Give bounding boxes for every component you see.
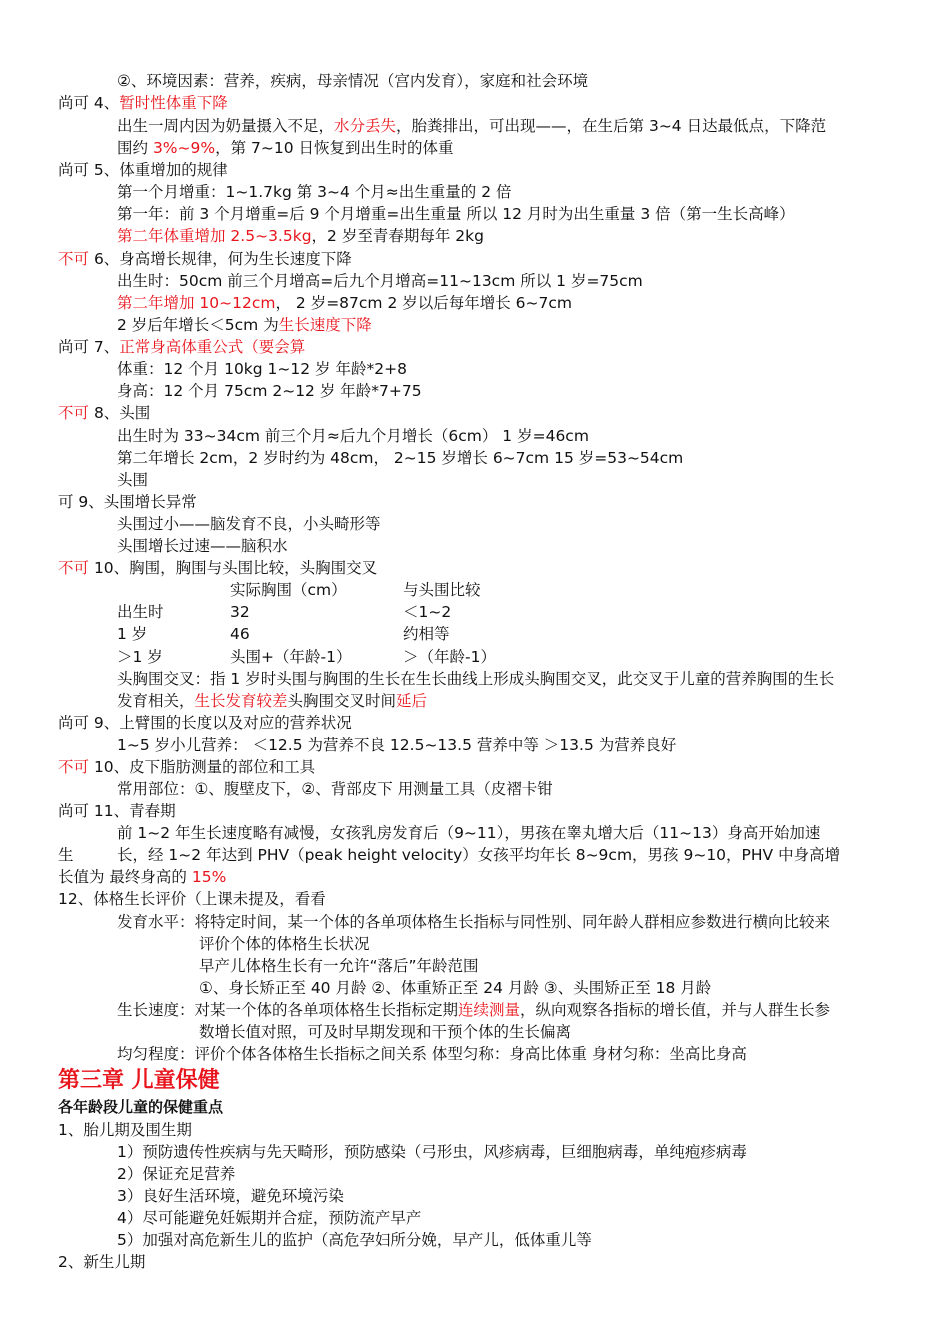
text-segment: 均匀程度：评价个体各体格生长指标之间关系 体型匀称：身高比体重 身材匀称：坐高比身高 xyxy=(117,1045,747,1063)
highlight-text: 不可 xyxy=(58,559,90,577)
text-segment: ，纵向观察各指标的增长值，并与人群生长参 xyxy=(520,1001,831,1019)
text-line xyxy=(117,425,589,447)
text-segment: 32 xyxy=(230,603,250,621)
chapter-title: 第三章 儿童保健 xyxy=(58,1068,220,1093)
text-line xyxy=(117,623,147,645)
text-line xyxy=(117,1141,747,1163)
text-line xyxy=(230,623,250,645)
text-line xyxy=(199,1021,571,1043)
text-segment: 2）保证充足营养 xyxy=(117,1165,236,1183)
highlight-text: 水分丢失 xyxy=(334,117,397,135)
text-segment: 头胸围交叉时间 xyxy=(287,692,397,710)
text-segment: 身高：12 个月 75cm 2~12 岁 年龄*7+75 xyxy=(117,382,422,400)
text-segment: 实际胸围（cm） xyxy=(230,581,347,599)
highlight-text: 第二年体重增加 2.5~3.5kg xyxy=(117,227,312,245)
text-line xyxy=(117,690,427,712)
text-segment: ②、环境因素：营养，疾病，母亲情况（宫内发育），家庭和社会环境 xyxy=(117,72,589,90)
text-line xyxy=(58,248,352,270)
text-line xyxy=(58,1251,145,1273)
text-line xyxy=(58,866,226,888)
text-segment: 10、胸围，胸围与头围比较，头胸围交叉 xyxy=(89,559,378,577)
text-line xyxy=(58,159,228,181)
text-segment: 头围增长过速——脑积水 xyxy=(117,537,288,555)
text-segment: 1、胎儿期及围生期 xyxy=(58,1121,192,1139)
text-line xyxy=(58,712,352,734)
text-line xyxy=(117,646,163,668)
text-segment: 出生一周内因为奶量摄入不足， xyxy=(117,117,335,135)
text-segment: ，2 岁至青春期每年 2kg xyxy=(311,227,484,245)
text-line xyxy=(403,623,450,645)
text-segment: 10、皮下脂肪测量的部位和工具 xyxy=(89,758,316,776)
text-segment: 尚可 7、 xyxy=(58,338,120,356)
text-line xyxy=(117,447,683,469)
text-line xyxy=(117,1229,592,1251)
text-line xyxy=(117,999,830,1021)
text-line xyxy=(117,380,422,402)
text-segment: 2、新生儿期 xyxy=(58,1253,146,1271)
text-segment: 12、体格生长评价（上课未提及，看看 xyxy=(58,890,326,908)
text-segment: 尚可 9、上臂围的长度以及对应的营养状况 xyxy=(58,714,352,732)
highlight-text: 生长速度下降 xyxy=(278,316,372,334)
text-line xyxy=(117,734,676,756)
text-segment: 4）尽可能避免妊娠期并合症，预防流产早产 xyxy=(117,1209,422,1227)
text-line xyxy=(403,601,451,623)
text-segment: 数增长值对照，可及时早期发现和干预个体的生长偏离 xyxy=(199,1023,572,1041)
text-segment: 46 xyxy=(230,625,250,643)
text-line xyxy=(117,1163,235,1185)
text-line xyxy=(117,358,407,380)
text-segment: 头围过小——脑发育不良，小头畸形等 xyxy=(117,515,381,533)
text-segment: 评价个体的体格生长状况 xyxy=(199,935,370,953)
text-segment: 头围+（年龄-1） xyxy=(230,648,352,666)
text-line xyxy=(230,601,250,623)
text-line xyxy=(117,292,572,314)
text-line xyxy=(117,778,553,800)
text-line xyxy=(58,402,150,424)
text-line xyxy=(58,888,326,910)
text-line xyxy=(230,646,351,668)
highlight-text: 15% xyxy=(191,868,227,886)
text-line xyxy=(117,1185,344,1207)
text-segment: 生长速度：对某一个体的各单项体格生长指标定期 xyxy=(117,1001,459,1019)
text-line xyxy=(117,70,588,92)
highlight-text: 连续测量 xyxy=(458,1001,521,1019)
text-line xyxy=(117,911,830,933)
text-segment: ＞（年龄-1） xyxy=(403,648,496,666)
text-segment: 体重：12 个月 10kg 1~12 岁 年龄*2+8 xyxy=(117,360,407,378)
text-segment: 第二年增长 2cm，2 岁时约为 48cm， 2~15 岁增长 6~7cm 15 岁=53~54cm xyxy=(117,449,684,467)
text-line xyxy=(403,646,496,668)
text-segment: 长，经 1~2 年达到 PHV（peak height velocity）女孩平均年长 8~9cm，男孩 9~10，PHV 中身高增 xyxy=(117,846,841,864)
text-line xyxy=(117,822,820,844)
text-segment: 尚可 5、体重增加的规律 xyxy=(58,161,228,179)
highlight-text: 正常身高体重公式（要会算 xyxy=(119,338,306,356)
text-segment: 5）加强对高危新生儿的监护（高危孕妇所分娩，早产儿，低体重儿等 xyxy=(117,1231,592,1249)
highlight-text: 3%~9% xyxy=(152,139,216,157)
text-segment: ， 2 岁=87cm 2 岁以后每年增长 6~7cm xyxy=(275,294,573,312)
text-segment: 发育相关， xyxy=(117,692,195,710)
text-line xyxy=(117,513,381,535)
text-line xyxy=(58,1119,192,1141)
text-line xyxy=(117,469,148,491)
highlight-text: 不可 xyxy=(58,758,90,776)
text-line xyxy=(117,181,512,203)
text-line xyxy=(58,800,176,822)
text-line xyxy=(230,579,347,601)
highlight-text: 不可 xyxy=(58,250,90,268)
text-segment: ①、身长矫正至 40 月龄 ②、体重矫正至 24 月龄 ③、头围矫正至 18 月龄 xyxy=(199,979,712,997)
text-line xyxy=(58,557,377,579)
text-line xyxy=(58,92,228,114)
text-segment: 3）良好生活环境，避免环境污染 xyxy=(117,1187,344,1205)
text-segment: 头围 xyxy=(117,471,149,489)
text-segment: 可 9、头围增长异常 xyxy=(58,493,197,511)
text-line xyxy=(117,535,288,557)
text-segment: 出生时 xyxy=(117,603,164,621)
text-segment: 前 1~2 年生长速度略有减慢，女孩乳房发育后（9~11），男孩在睾丸增大后（11~13）身高开始加速 xyxy=(117,824,821,842)
highlight-text: 生长发育较差 xyxy=(194,692,288,710)
text-segment: ＜1~2 xyxy=(403,603,452,621)
text-line xyxy=(117,668,834,690)
text-line xyxy=(117,844,840,866)
text-segment: 长值为 最终身高的 xyxy=(58,868,192,886)
text-line xyxy=(117,225,484,247)
text-line xyxy=(403,579,481,601)
text-segment: 1 岁 xyxy=(117,625,148,643)
text-segment: 尚可 11、青春期 xyxy=(58,802,176,820)
text-line xyxy=(117,270,643,292)
text-line xyxy=(58,491,197,513)
text-line xyxy=(117,1207,421,1229)
text-segment: 2 岁后年增长＜5cm 为 xyxy=(117,316,279,334)
text-line xyxy=(58,336,305,358)
text-segment: 围约 xyxy=(117,139,153,157)
section-title: 各年龄段儿童的保健重点 xyxy=(58,1098,224,1116)
text-line xyxy=(117,115,826,137)
text-line xyxy=(117,203,795,225)
text-segment: 约相等 xyxy=(403,625,450,643)
text-segment: 常用部位：①、腹壁皮下，②、背部皮下 用测量工具（皮褶卡钳 xyxy=(117,780,553,798)
text-line xyxy=(199,977,711,999)
highlight-text: 第二年增加 10~12cm xyxy=(117,294,276,312)
text-segment: 第一年：前 3 个月增重=后 9 个月增重=出生重量 所以 12 月时为出生重量 3 倍（第一生长高峰） xyxy=(117,205,795,223)
text-segment: 头胸围交叉：指 1 岁时头围与胸围的生长在生长曲线上形成头胸围交叉，此交叉于儿童的营养胸围的生长 xyxy=(117,670,835,688)
text-line xyxy=(117,601,164,623)
text-segment: 出生时：50cm 前三个月增高=后九个月增高=11~13cm 所以 1 岁=75cm xyxy=(117,272,643,290)
text-line xyxy=(58,844,74,866)
text-segment: ，胎粪排出，可出现——，在生后第 3~4 日达最低点，下降范 xyxy=(396,117,827,135)
highlight-text: 延后 xyxy=(396,692,428,710)
highlight-text: 不可 xyxy=(58,404,90,422)
text-line xyxy=(117,314,372,336)
text-line xyxy=(117,1043,747,1065)
text-segment: 出生时为 33~34cm 前三个月≈后九个月增长（6cm） 1 岁=46cm xyxy=(117,427,589,445)
text-segment: 与头围比较 xyxy=(403,581,481,599)
text-line xyxy=(199,933,370,955)
text-segment: 尚可 4、 xyxy=(58,94,120,112)
text-segment: 生 xyxy=(58,846,74,864)
text-segment: 第一个月增重：1~1.7kg 第 3~4 个月≈出生重量的 2 倍 xyxy=(117,183,512,201)
text-segment: ，第 7~10 日恢复到出生时的体重 xyxy=(215,139,454,157)
text-segment: 1~5 岁小儿营养： ＜12.5 为营养不良 12.5~13.5 营养中等 ＞13.5 为营养良好 xyxy=(117,736,677,754)
highlight-text: 暂时性体重下降 xyxy=(119,94,228,112)
text-segment: 1）预防遗传性疾病与先天畸形，预防感染（弓形虫，风疹病毒，巨细胞病毒，单纯疱疹病毒 xyxy=(117,1143,747,1161)
text-line xyxy=(117,137,454,159)
text-line xyxy=(58,756,315,778)
text-line xyxy=(199,955,479,977)
text-segment: 6、身高增长规律，何为生长速度下降 xyxy=(89,250,352,268)
text-segment: 早产儿体格生长有一允许“落后”年龄范围 xyxy=(199,957,479,975)
text-segment: 8、头围 xyxy=(89,404,151,422)
text-segment: 发育水平：将特定时间，某一个体的各单项体格生长指标与同性别、同年龄人群相应参数进行横向比较来 xyxy=(117,913,831,931)
text-segment: ＞1 岁 xyxy=(117,648,163,666)
